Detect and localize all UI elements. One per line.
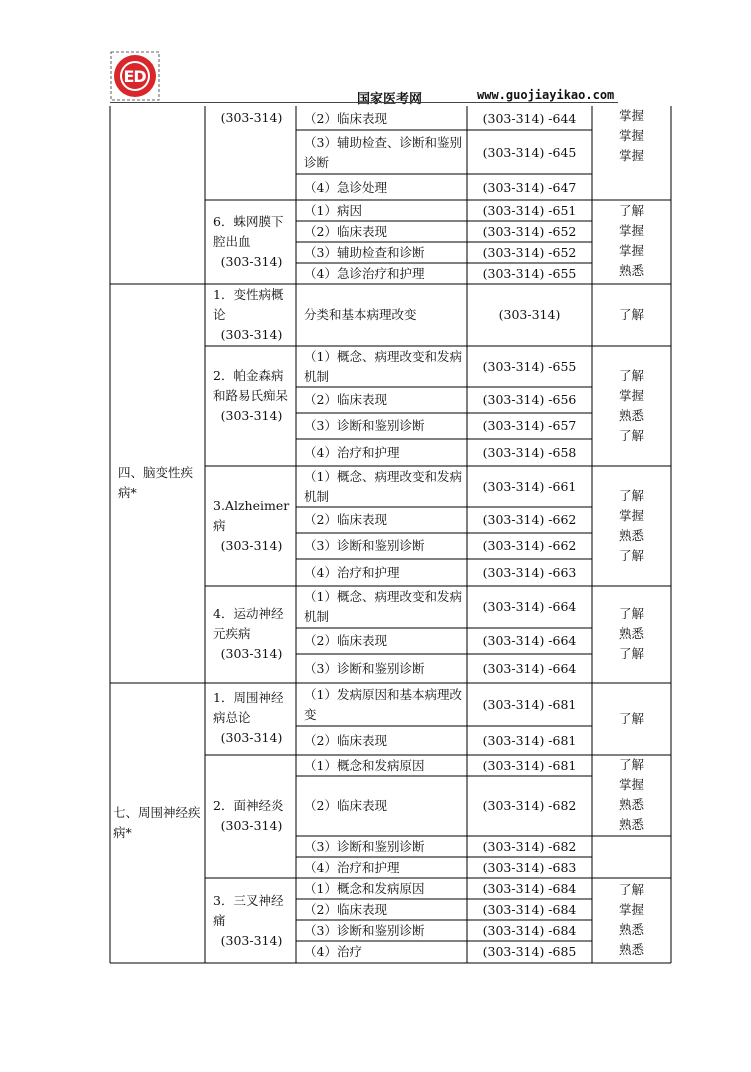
topic-title-text: 4．运动神经元疾病 (213, 606, 284, 641)
topic-unit: (303-314) (220, 818, 283, 833)
code-cell: (303-314) -651 (482, 202, 577, 218)
content-cell: （3）辅助检查、诊断和鉴别诊断 (304, 134, 462, 170)
level-label: 掌握 (618, 777, 644, 792)
topic-title-text: 1．周围神经病总论 (213, 690, 284, 725)
content-cell: （4）急诊处理 (304, 179, 387, 195)
code-cell: (303-314) (498, 307, 561, 322)
content-cell: （2）临床表现 (304, 732, 387, 748)
content-cell: 分类和基本病理改变 (304, 307, 417, 322)
content-cell: （4）治疗和护理 (304, 444, 400, 460)
content-cell: （2）临床表现 (304, 512, 387, 527)
level-column (592, 366, 671, 446)
code-cell: (303-314) -662 (482, 512, 577, 527)
code-cell: (303-314) -685 (482, 944, 577, 959)
level-column (592, 604, 671, 664)
topic-title-text: 3.Alzheimer病 (213, 498, 290, 533)
content-cell: （3）诊断和鉴别诊断 (304, 660, 425, 676)
level-label: 了解 (618, 757, 644, 772)
content-cell: （2）临床表现 (304, 111, 387, 126)
code-cell: (303-314) -664 (482, 599, 577, 614)
code-cell: (303-314) -656 (482, 392, 577, 407)
topic-unit: (303-314) (220, 730, 283, 745)
topic-title (205, 604, 296, 664)
level-label: 熟悉 (618, 797, 644, 812)
code-cell: (303-314) -681 (482, 696, 577, 712)
topic-title-text: 3．三叉神经痛 (213, 893, 284, 928)
code-cell: (303-314) -684 (482, 922, 577, 938)
topic-title (205, 212, 296, 272)
level-label: 了解 (618, 203, 644, 218)
content-cell: （1）概念和发病原因 (304, 757, 425, 773)
site-name: 国家医考网 (357, 92, 423, 107)
level-column (592, 755, 671, 835)
content-cell: （4）急诊治疗和护理 (304, 265, 425, 281)
level-label: 了解 (618, 428, 644, 443)
topic-unit: (303-314) (220, 538, 283, 553)
code-cell: (303-314) -655 (482, 358, 577, 374)
code-cell: (303-314) -661 (482, 478, 577, 494)
code-cell: (303-314) -682 (482, 838, 577, 854)
code-cell: (303-314) -662 (482, 538, 577, 553)
level-label: 了解 (618, 488, 644, 503)
topic-unit: (303-314) (220, 254, 283, 269)
content-cell: （3）诊断和鉴别诊断 (304, 418, 425, 433)
topic-unit: (303-314) (220, 408, 283, 423)
content-cell: （2）临床表现 (304, 223, 387, 239)
code-cell: (303-314) -681 (482, 757, 577, 773)
topic-unit: (303-314) (220, 110, 283, 125)
content-cell: （3）诊断和鉴别诊断 (304, 922, 425, 938)
level-column (592, 880, 671, 960)
code-cell: (303-314) -652 (482, 244, 577, 260)
topic-title (205, 366, 296, 426)
code-cell: (303-314) -664 (482, 633, 577, 648)
code-cell: (303-314) -664 (482, 660, 577, 676)
content-cell: （1）概念、病理改变和发病机制 (304, 348, 462, 384)
topic-title (205, 891, 296, 951)
level-column (592, 486, 671, 566)
content-cell: （1）概念、病理改变和发病机制 (304, 589, 462, 624)
code-cell: (303-314) -681 (482, 732, 577, 748)
code-cell: (303-314) -658 (482, 444, 577, 460)
chapter-title: 四、脑变性疾病* (118, 465, 194, 500)
level-label: 了解 (618, 646, 644, 661)
code-cell: (303-314) -657 (482, 418, 577, 433)
content-cell: （1）概念、病理改变和发病机制 (304, 468, 462, 504)
code-cell: (303-314) -647 (482, 179, 577, 195)
content-cell: （3）诊断和鉴别诊断 (304, 538, 425, 553)
topic-title (205, 496, 296, 556)
level-label: 掌握 (618, 508, 644, 523)
level-label: 掌握 (618, 388, 644, 403)
level-label: 熟悉 (618, 942, 644, 957)
content-cell: （1）病因 (304, 202, 362, 218)
level-column (592, 106, 671, 166)
level-label: 熟悉 (618, 922, 644, 937)
code-cell: (303-314) -644 (482, 111, 577, 126)
level-label: 熟悉 (618, 626, 644, 641)
topic-unit: (303-314) (220, 933, 283, 948)
content-cell: （2）临床表现 (304, 901, 387, 917)
content-cell: （1）发病原因和基本病理改变 (304, 686, 462, 722)
site-url[interactable]: www.guojiayikao.com (477, 88, 615, 102)
code-cell: (303-314) -683 (482, 859, 577, 875)
code-cell: (303-314) -684 (482, 880, 577, 896)
level-label: 掌握 (618, 148, 644, 163)
topic-unit: (303-314) (220, 327, 283, 342)
topic-title (205, 796, 296, 836)
code-cell: (303-314) -682 (482, 798, 577, 813)
level-label: 熟悉 (618, 817, 644, 832)
content-cell: （1）概念和发病原因 (304, 880, 425, 896)
topic-title (205, 285, 296, 345)
level-label: 掌握 (618, 128, 644, 143)
topic-title-text: 2．帕金森病和路易氏痴呆 (213, 368, 289, 403)
svg-text:D: D (133, 67, 147, 86)
svg-text:E: E (123, 67, 135, 86)
level-label: 掌握 (618, 243, 644, 258)
topic-title-text: 6．蛛网膜下腔出血 (213, 214, 284, 249)
code-cell: (303-314) -684 (482, 901, 577, 917)
content-cell: （2）临床表现 (304, 633, 387, 648)
level-label: 了解 (618, 882, 644, 897)
level-label: 了解 (618, 711, 644, 726)
topic-unit: (303-314) (220, 646, 283, 661)
level-label: 了解 (618, 368, 644, 383)
level-label: 了解 (618, 548, 644, 563)
content-cell: （2）临床表现 (304, 392, 387, 407)
topic-title-text: 2．面神经炎 (213, 798, 284, 813)
code-cell: (303-314) -663 (482, 564, 577, 580)
content-cell: （4）治疗 (304, 944, 362, 959)
content-cell: （3）辅助检查和诊断 (304, 244, 425, 260)
level-label: 熟悉 (618, 263, 644, 278)
level-label: 掌握 (618, 108, 644, 123)
level-label: 熟悉 (618, 408, 644, 423)
topic-title-text: 1．变性病概论 (213, 287, 284, 322)
content-cell: （4）治疗和护理 (304, 564, 400, 580)
content-cell: （4）治疗和护理 (304, 859, 400, 875)
level-label: 了解 (618, 307, 644, 322)
level-label: 了解 (618, 606, 644, 621)
level-label: 掌握 (618, 223, 644, 238)
level-label: 熟悉 (618, 528, 644, 543)
code-cell: (303-314) -645 (482, 144, 577, 160)
chapter-title: 七、周围神经疾病* (113, 805, 201, 840)
content-cell: （3）诊断和鉴别诊断 (304, 838, 425, 854)
code-cell: (303-314) -655 (482, 265, 577, 281)
topic-title (205, 688, 296, 748)
level-label: 掌握 (618, 902, 644, 917)
code-cell: (303-314) -652 (482, 223, 577, 239)
level-column (592, 201, 671, 281)
content-cell: （2）临床表现 (304, 798, 387, 813)
